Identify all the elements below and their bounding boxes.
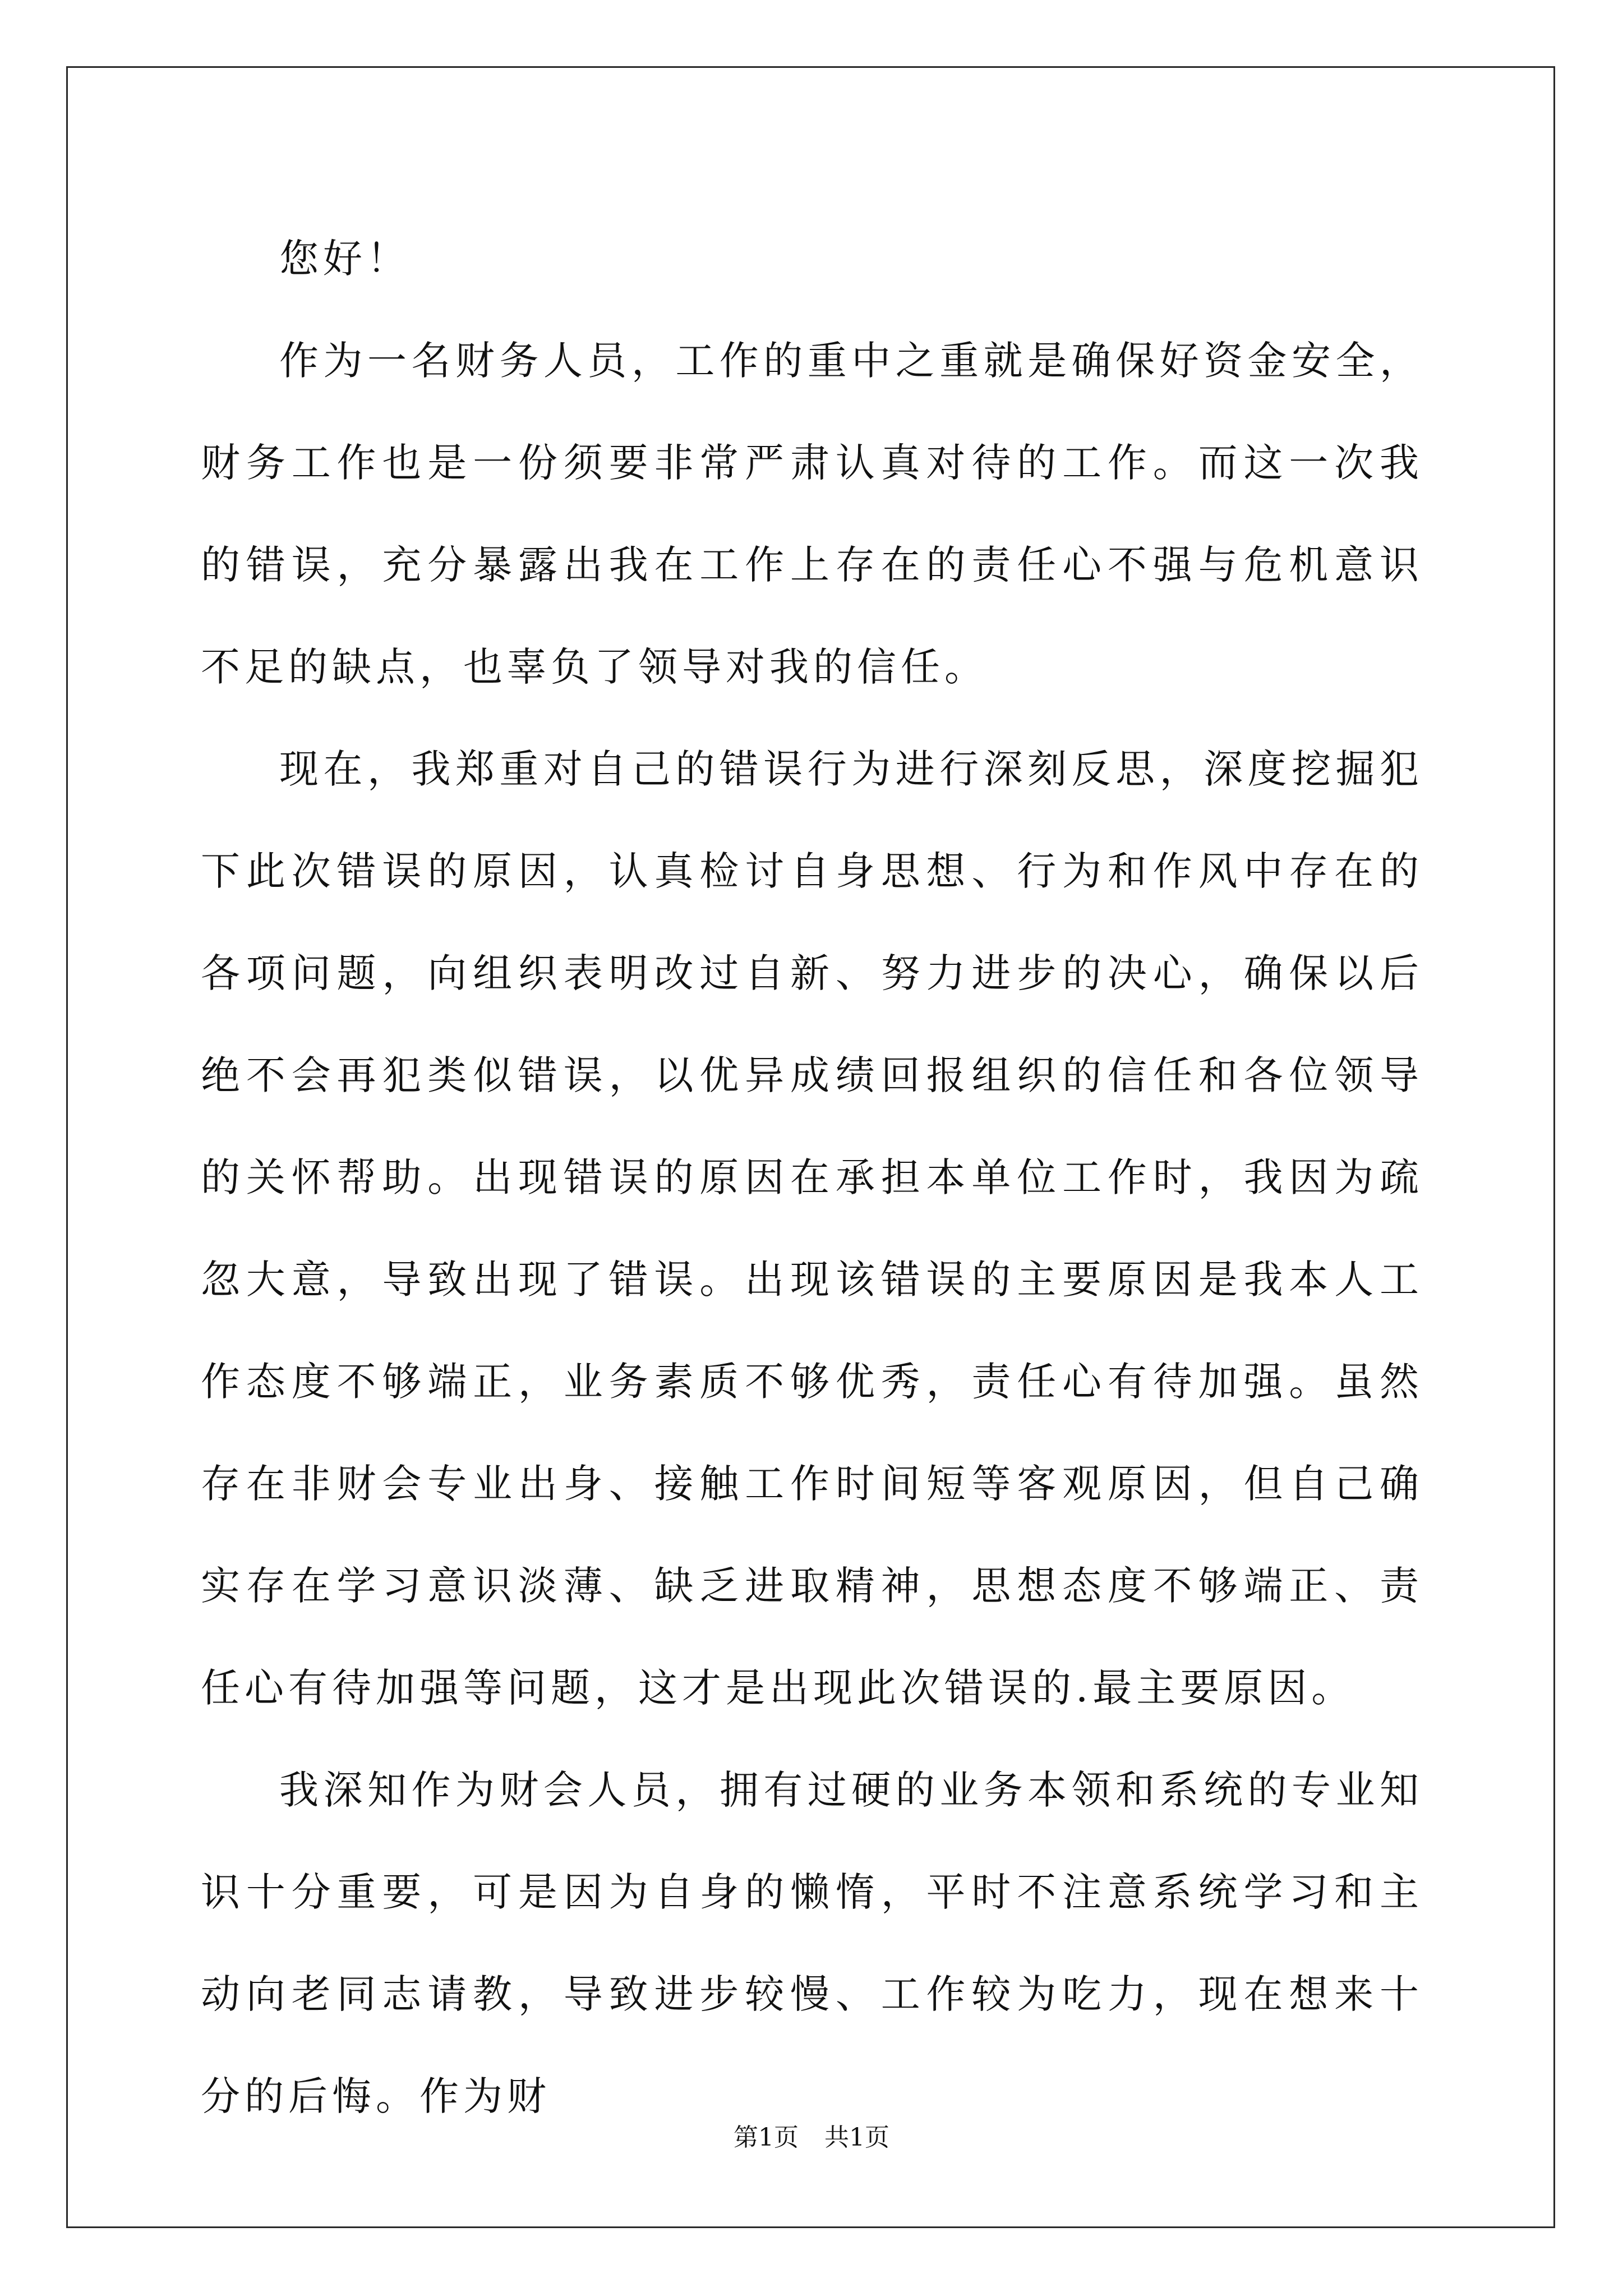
paragraph-2: 现在，我郑重对自己的错误行为进行深刻反思，深度挖掘犯下此次错误的原因，认真检讨自身思想、行为和作风中存在的各项问题，向组织表明改过自新、努力进步的决心，确保以后绝不会再犯类似错误，以优异成绩回报组织的信任和各位领导的关怀帮助。出现错误的原因在承担本单位工作时，我因为疏忽大意，导致出现了错误。出现该错误的主要原因是我本人工作态度不够端正，业务素质不够优秀，责任心有待加强。虽然存在非财会专业出身、接触工作时间短等客观原因，但自己确实存在学习意识淡薄、缺乏进取精神，思想态度不够端正、责任心有待加强等问题，这才是出现此次错误的.最主要原因。 — [201, 746, 1423, 1711]
document-body — [201, 208, 1423, 2147]
page-footer — [0, 2117, 1623, 2153]
salutation: 您好！ — [279, 236, 411, 282]
page-number: 第1页 — [734, 2123, 799, 2152]
paragraph-3: 我深知作为财会人员，拥有过硬的业务本领和系统的专业知识十分重要，可是因为自身的懒惰，平时不注意系统学习和主动向老同志请教，导致进步较慢、工作较为吃力，现在想来十分的后悔。作为财 — [201, 1767, 1423, 2119]
paragraph-1: 作为一名财务人员，工作的重中之重就是确保好资金安全，财务工作也是一份须要非常严肃认真对待的工作。而这一次我的错误，充分暴露出我在工作上存在的责任心不强与危机意识不足的缺点，也辜负了领导对我的信任。 — [201, 338, 1423, 690]
page-total: 共1页 — [824, 2123, 889, 2152]
